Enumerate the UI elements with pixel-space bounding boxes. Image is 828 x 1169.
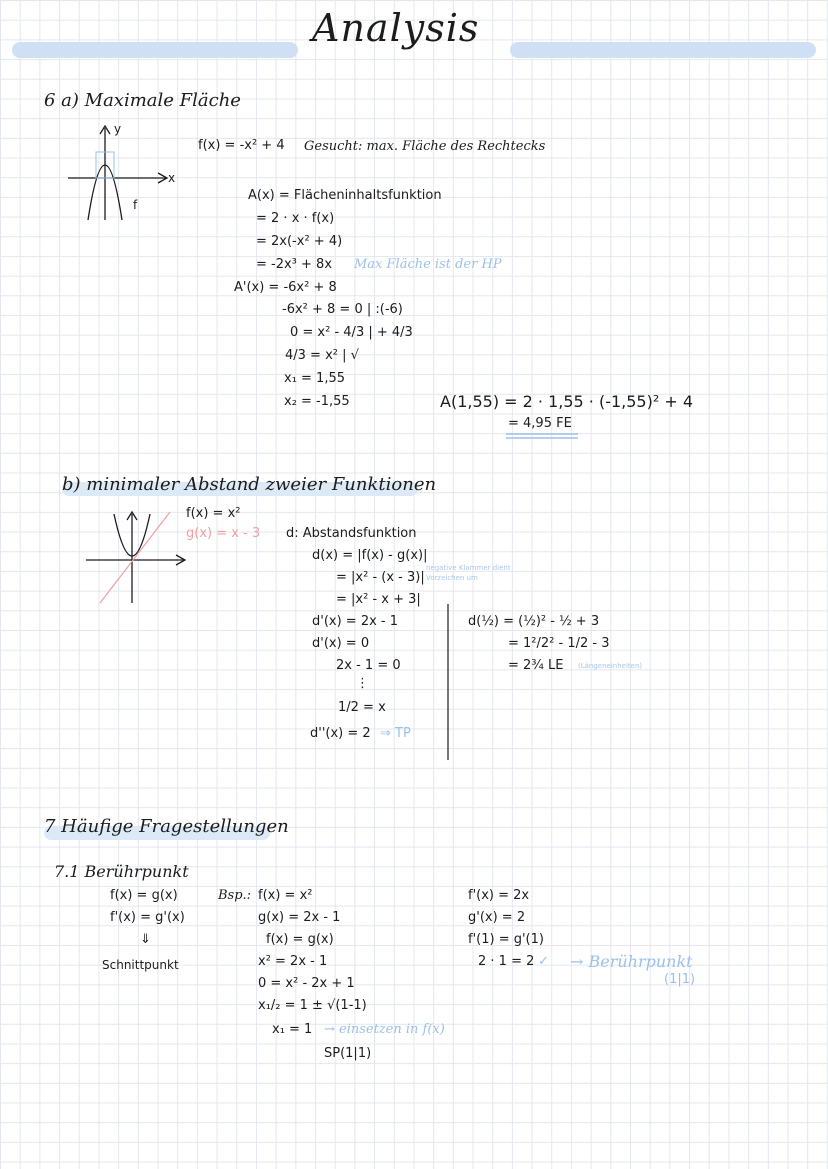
section-71-heading: 7.1 Berührpunkt — [54, 862, 189, 881]
area-result-1: A(1,55) = 2 · 1,55 · (-1,55)² + 4 — [440, 392, 694, 411]
example-line-8: SP(1|1) — [324, 1046, 372, 1061]
area-line-4: = -2x³ + 8x — [256, 257, 333, 272]
example-line-7: x₁ = 1 — [272, 1022, 313, 1037]
check-line-2: g'(x) = 2 — [468, 910, 526, 925]
graph-f-label: f — [133, 198, 138, 212]
area-line-7: 0 = x² - 4/3 | + 4/3 — [290, 325, 413, 340]
function-g-b: g(x) = x - 3 — [186, 526, 261, 541]
distance-line-4: d'(x) = 2x - 1 — [312, 614, 399, 629]
unit-note: (Längeneinheiten) — [578, 662, 643, 670]
distance-line-7: ⋮ — [356, 676, 369, 691]
schnittpunkt-label: Schnittpunkt — [102, 958, 179, 972]
area-line-2: = 2 · x · f(x) — [256, 211, 335, 226]
condition-2: f'(x) = g'(x) — [110, 910, 185, 925]
area-line-1: A(x) = Flächeninhaltsfunktion — [248, 188, 442, 203]
example-line-5: 0 = x² - 2x + 1 — [258, 976, 355, 991]
example-line-6: x₁/₂ = 1 ± √(1-1) — [258, 998, 367, 1013]
result-underline — [506, 432, 586, 442]
distance-line-9: d''(x) = 2 — [310, 726, 371, 741]
check-line-1: f'(x) = 2x — [468, 888, 530, 903]
distance-line-6: 2x - 1 = 0 — [336, 658, 401, 673]
task-text: Gesucht: max. Fläche des Rechtecks — [304, 139, 546, 154]
example-line-3: f(x) = g(x) — [266, 932, 334, 947]
example-line-2: g(x) = 2x - 1 — [258, 910, 341, 925]
parabola-sketch — [60, 120, 180, 230]
distance-line-1: d(x) = |f(x) - g(x)| — [312, 548, 428, 563]
condition-1: f(x) = g(x) — [110, 888, 178, 903]
section-6a-heading: 6 a) Maximale Fläche — [44, 90, 241, 111]
function-f: f(x) = -x² + 4 — [198, 138, 285, 153]
result-point: (1|1) — [664, 972, 696, 987]
tp-note: ⇒ TP — [380, 726, 411, 741]
implies-arrow: ⇓ — [140, 932, 151, 947]
distance-line-3: = |x² - x + 3| — [336, 592, 421, 607]
distance-result-3: = 2¾ LE — [508, 658, 564, 673]
function-f-b: f(x) = x² — [186, 506, 241, 521]
page-title: Analysis — [312, 6, 480, 50]
divider-line — [446, 604, 450, 764]
check-line-3: f'(1) = g'(1) — [468, 932, 544, 947]
solution-x2: x₂ = -1,55 — [284, 394, 350, 409]
bracket-note-1: negative Klammer dient — [426, 564, 511, 572]
distance-line-5: d'(x) = 0 — [312, 636, 370, 651]
graph-x-label: x — [168, 171, 176, 185]
title-bar-right — [510, 42, 816, 58]
bracket-note-2: Vorzeichen um — [426, 574, 478, 582]
distance-line-8: 1/2 = x — [338, 700, 386, 715]
area-line-8: 4/3 = x² | √ — [285, 348, 359, 363]
result-beruehrpunkt: → Berührpunkt — [570, 952, 693, 971]
section-7-heading: 7 Häufige Fragestellungen — [44, 816, 289, 837]
distance-result-2: = 1²/2² - 1/2 - 3 — [508, 636, 610, 651]
example-label: Bsp.: — [218, 888, 252, 903]
area-line-3: = 2x(-x² + 4) — [256, 234, 343, 249]
check-mark: ✓ — [538, 954, 549, 969]
solution-x1: x₁ = 1,55 — [284, 371, 346, 386]
area-line-5: A'(x) = -6x² + 8 — [234, 280, 337, 295]
substitute-note: → einsetzen in f(x) — [324, 1022, 445, 1037]
functions-sketch — [80, 508, 190, 608]
section-6b-heading: b) minimaler Abstand zweier Funktionen — [62, 474, 437, 495]
example-line-4: x² = 2x - 1 — [258, 954, 328, 969]
distance-result-1: d(½) = (½)² - ½ + 3 — [468, 614, 600, 629]
area-result-2: = 4,95 FE — [508, 416, 572, 431]
check-line-4: 2 · 1 = 2 — [478, 954, 535, 969]
distance-label: d: Abstandsfunktion — [286, 526, 417, 541]
distance-line-2: = |x² - (x - 3)| — [336, 570, 425, 585]
max-area-note: Max Fläche ist der HP — [354, 257, 502, 272]
title-bar-left — [12, 42, 298, 58]
example-line-1: f(x) = x² — [258, 888, 313, 903]
graph-y-label: y — [114, 122, 122, 136]
area-line-6: -6x² + 8 = 0 | :(-6) — [282, 302, 403, 317]
